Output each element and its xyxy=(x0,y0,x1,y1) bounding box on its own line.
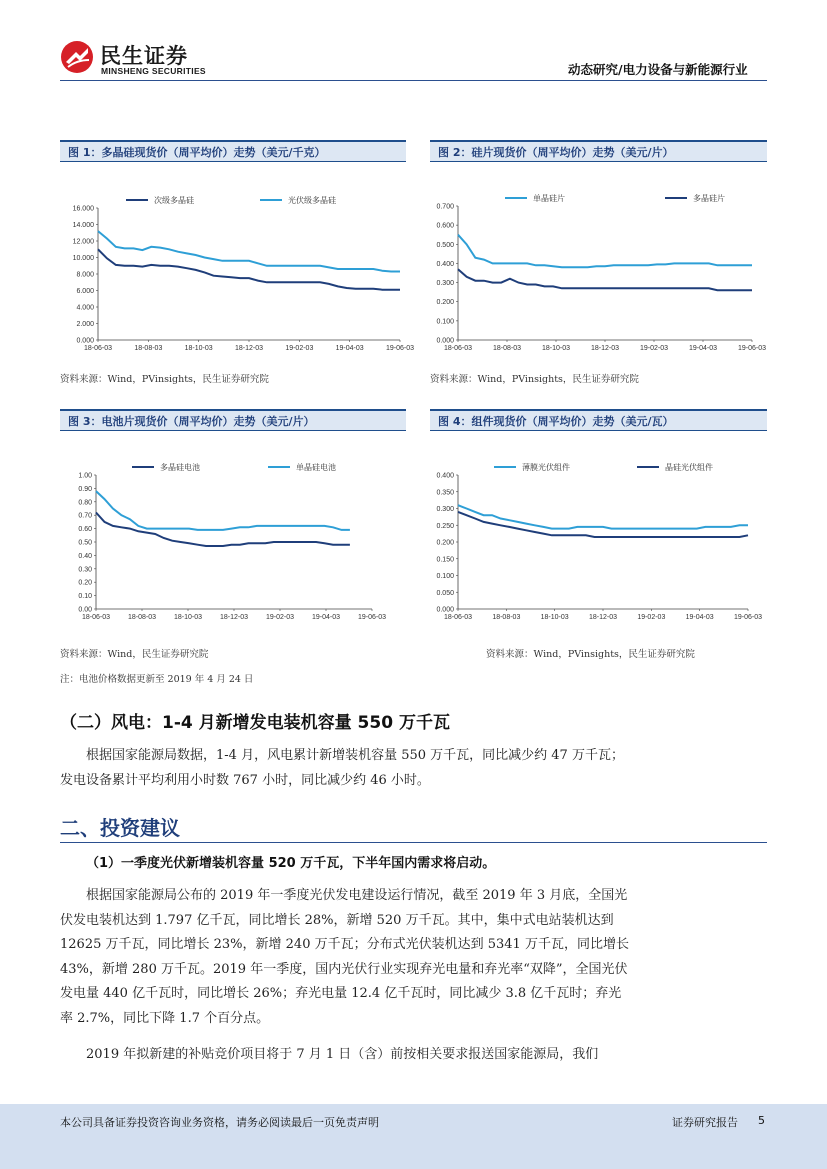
series-line xyxy=(458,512,748,537)
y-tick-label: 8.000 xyxy=(76,271,94,279)
figure-4-chart xyxy=(430,433,767,637)
figure-4-source: 资料来源：Wind，PVinsights，民生证券研究院 xyxy=(486,649,695,660)
x-tick-label: 19-06-03 xyxy=(733,614,763,621)
x-tick-label: 18-08-03 xyxy=(492,345,522,352)
x-tick-label: 19-06-03 xyxy=(357,614,387,621)
legend-label: 光伏级多晶硅 xyxy=(288,196,336,205)
y-tick-label: 0.70 xyxy=(78,512,92,520)
y-tick-label: 0.40 xyxy=(78,552,92,560)
figure-3-title: 图 3：电池片现货价（周平均价）走势（美元/片） xyxy=(60,409,406,431)
figure-3-chart xyxy=(60,433,406,637)
logo-cn: 民生证券 xyxy=(100,44,188,68)
y-tick-label: 6.000 xyxy=(76,288,94,295)
legend-entry xyxy=(637,462,713,472)
y-tick-label: 14.000 xyxy=(72,222,94,229)
figure-1-chart xyxy=(60,164,415,364)
x-tick-label: 19-04-03 xyxy=(311,614,341,621)
legend-entry xyxy=(505,193,565,203)
y-tick-label: 4.000 xyxy=(76,304,94,312)
y-tick-label: 0.80 xyxy=(78,499,92,507)
legend-entry xyxy=(268,462,336,472)
invest-heading-rule xyxy=(60,842,767,843)
x-tick-label: 19-04-03 xyxy=(688,345,718,352)
x-tick-label: 19-02-03 xyxy=(265,614,295,621)
y-tick-label: 0.200 xyxy=(436,299,454,307)
y-tick-label: 0.00 xyxy=(78,606,92,614)
legend-entry xyxy=(132,462,200,472)
x-tick-label: 18-10-03 xyxy=(540,614,569,621)
x-tick-label: 18-10-03 xyxy=(541,345,571,352)
invest-paragraph-1: 根据国家能源局公布的 2019 年一季度光伏发电建设运行情况，截至 2019 年 3 月底，全国光伏发电装机达到 1.797 亿千瓦，同比增长 28%，新增 520 万千瓦。其中，集中式电站装机达到 12625 万千瓦，同比增长 23%，新增 240 万千瓦；分布式光伏装机达到 5341 万千瓦，同比增长 43%，新增 280 万千瓦。2019 年一季度，国内光伏行业实现弃光电量和弃光率“双降”，全国光伏发电量 440 亿千瓦时，同比增长 26%；弃光电量 12.4 亿千瓦时，同比减少 3.8 亿千瓦时；弃光率 2.7%，同比下降 1.7 个百分点。 xyxy=(60,888,629,1026)
wind-heading: （二）风电：1-4 月新增发电装机容量 550 万千瓦 xyxy=(60,713,450,733)
y-tick-label: 0.300 xyxy=(436,280,454,288)
x-tick-label: 18-12-03 xyxy=(234,345,264,352)
y-tick-label: 0.250 xyxy=(436,522,454,530)
legend-entry xyxy=(260,195,336,205)
x-tick-label: 18-08-03 xyxy=(492,614,521,621)
x-tick-label: 19-04-03 xyxy=(335,345,364,352)
x-tick-label: 18-08-03 xyxy=(134,345,163,352)
x-tick-label: 19-04-03 xyxy=(685,614,714,621)
legend-label: 单晶硅片 xyxy=(533,194,565,203)
x-tick-label: 18-12-03 xyxy=(219,614,249,621)
x-tick-label: 18-06-03 xyxy=(83,345,113,352)
figure-2-source: 资料来源：Wind，PVinsights，民生证券研究院 xyxy=(430,374,639,385)
x-tick-label: 18-12-03 xyxy=(590,345,620,352)
invest-heading: 二、投资建议 xyxy=(60,816,180,840)
y-tick-label: 0.60 xyxy=(78,526,92,534)
legend-label: 多晶硅片 xyxy=(693,194,725,203)
y-tick-label: 2.000 xyxy=(76,321,94,328)
footer-report-type: 证券研究报告 xyxy=(672,1116,738,1129)
x-tick-label: 19-06-03 xyxy=(385,345,415,352)
y-tick-label: 0.000 xyxy=(76,337,94,345)
series-line xyxy=(458,269,752,290)
legend-entry xyxy=(665,193,725,203)
y-tick-label: 0.400 xyxy=(436,260,454,268)
figure-1-source: 资料来源：Wind，PVinsights，民生证券研究院 xyxy=(60,374,269,385)
figure-2-chart xyxy=(430,164,767,364)
legend-entry xyxy=(494,462,570,472)
figure-3-source: 资料来源：Wind，民生证券研究院 xyxy=(60,649,209,660)
x-tick-label: 18-06-03 xyxy=(443,345,473,352)
y-tick-label: 1.00 xyxy=(78,472,92,480)
figure-2-title: 图 2：硅片现货价（周平均价）走势（美元/片） xyxy=(430,140,767,162)
y-tick-label: 0.350 xyxy=(436,489,454,497)
y-tick-label: 0.000 xyxy=(436,337,454,345)
x-tick-label: 18-06-03 xyxy=(81,614,111,621)
logo-en: MINSHENG SECURITIES xyxy=(101,66,206,76)
y-tick-label: 0.100 xyxy=(436,318,454,326)
y-tick-label: 0.000 xyxy=(436,606,454,614)
y-tick-label: 0.30 xyxy=(78,566,92,574)
series-line xyxy=(458,235,752,268)
figure-4-title: 图 4：组件现货价（周平均价）走势（美元/瓦） xyxy=(430,409,767,431)
y-tick-label: 0.90 xyxy=(78,485,92,493)
x-tick-label: 18-10-03 xyxy=(184,345,213,352)
legend-label: 次级多晶硅 xyxy=(154,196,194,205)
series-line xyxy=(96,491,350,530)
y-tick-label: 0.20 xyxy=(78,579,92,587)
x-tick-label: 19-02-03 xyxy=(637,614,666,621)
y-tick-label: 0.200 xyxy=(436,539,454,547)
header-divider xyxy=(60,80,767,81)
data-note: 注：电池价格数据更新至 2019 年 4 月 24 日 xyxy=(60,674,254,685)
x-tick-label: 18-08-03 xyxy=(127,614,157,621)
x-tick-label: 18-06-03 xyxy=(443,614,473,621)
y-tick-label: 12.000 xyxy=(72,238,94,246)
y-tick-label: 0.50 xyxy=(78,539,92,547)
x-tick-label: 19-02-03 xyxy=(639,345,669,352)
y-tick-label: 0.150 xyxy=(436,556,454,564)
x-tick-label: 19-02-03 xyxy=(285,345,314,352)
legend-label: 晶硅光伏组件 xyxy=(665,463,713,472)
legend-entry xyxy=(126,195,194,205)
y-tick-label: 16.000 xyxy=(72,205,94,213)
legend-label: 薄膜光伏组件 xyxy=(522,463,570,472)
invest-paragraph-2: 2019 年拟新建的补贴竞价项目将于 7 月 1 日（含）前按相关要求报送国家能源局，我们 xyxy=(86,1047,599,1062)
y-tick-label: 0.500 xyxy=(436,241,454,249)
x-tick-label: 18-10-03 xyxy=(173,614,203,621)
y-tick-label: 0.10 xyxy=(78,593,92,601)
y-tick-label: 10.000 xyxy=(72,255,94,262)
legend-label: 多晶硅电池 xyxy=(160,463,200,472)
footer-page-number: 5 xyxy=(758,1114,765,1127)
y-tick-label: 0.700 xyxy=(436,203,454,211)
minsheng-logo-icon xyxy=(60,40,94,74)
x-tick-label: 19-06-03 xyxy=(737,345,767,352)
legend-label: 单晶硅电池 xyxy=(296,463,336,472)
y-tick-label: 0.100 xyxy=(436,573,454,580)
wind-paragraph: 根据国家能源局数据，1-4 月，风电累计新增装机容量 550 万千瓦，同比减少约 47 万千瓦；发电设备累计平均利用小时数 767 小时，同比减少约 46 小时。 xyxy=(60,748,624,788)
y-tick-label: 0.400 xyxy=(436,472,454,480)
x-tick-label: 18-12-03 xyxy=(588,614,618,621)
header-title: 动态研究/电力设备与新能源行业 xyxy=(568,62,748,77)
footer-disclaimer: 本公司具备证券投资咨询业务资格，请务必阅读最后一页免责声明 xyxy=(60,1116,379,1129)
figure-1-title: 图 1：多晶硅现货价（周平均价）走势（美元/千克） xyxy=(60,140,406,162)
invest-subheading: （1）一季度光伏新增装机容量 520 万千瓦，下半年国内需求将启动。 xyxy=(86,856,496,871)
y-tick-label: 0.600 xyxy=(436,222,454,230)
y-tick-label: 0.300 xyxy=(436,506,454,513)
y-tick-label: 0.050 xyxy=(436,589,454,597)
